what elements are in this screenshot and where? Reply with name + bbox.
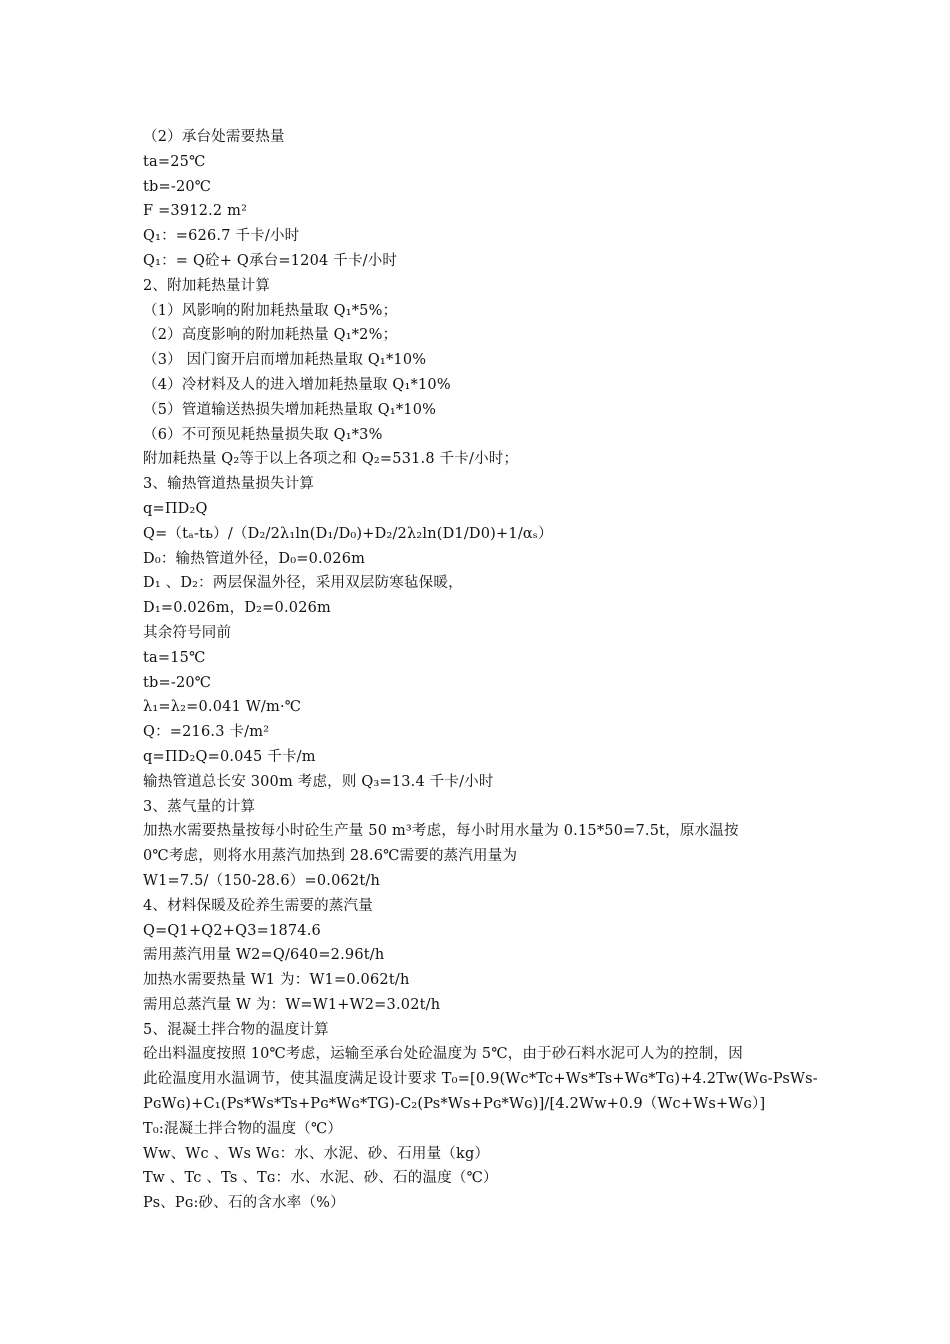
section-heading: 4、材料保暖及砼养生需要的蒸汽量 (143, 897, 373, 914)
text-line: Ww、Wc 、Ws Wɢ：水、水泥、砂、石用量（kg） (143, 1145, 490, 1162)
text-line: D₁=0.026m，D₂=0.026m (143, 600, 331, 617)
text-line: （5）管道输送热损失增加耗热量取 Q₁*10% (143, 401, 437, 418)
section-heading: 3、输热管道热量损失计算 (143, 476, 315, 493)
formula-line: q=ΠD₂Q (143, 500, 208, 517)
text-line: ta=25℃ (143, 153, 206, 170)
formula-line: q=ΠD₂Q=0.045 千卡/m (143, 748, 316, 765)
text-line: （2）高度影响的附加耗热量 Q₁*2%； (143, 327, 398, 344)
text-line: （1）风影响的附加耗热量取 Q₁*5%； (143, 302, 398, 319)
text-line: T₀:混凝土拌合物的温度（℃） (143, 1120, 343, 1137)
text-line: F =3912.2 m² (143, 203, 248, 220)
text-line: Q：=216.3 卡/m² (143, 724, 270, 741)
formula-line: Q=Q1+Q2+Q3=1874.6 (143, 922, 321, 939)
text-line: λ₁=λ₂=0.041 W/m·℃ (143, 699, 302, 716)
formula-line: PɢWɢ)+C₁(Ps*Ws*Ts+Pɢ*Wɢ*TG)-C₂(Ps*Ws+Pɢ*Wɢ)]/[4.2Ww+0.9（Wc+Ws+Wɢ）] (143, 1096, 766, 1113)
text-line: （3） 因门窗开启而增加耗热量取 Q₁*10% (143, 352, 427, 369)
formula-line: W1=7.5/（150-28.6）=0.062t/h (143, 872, 380, 889)
formula-line: Q=（tₐ-tь）/（D₂/2λ₁ln(D₁/D₀)+D₂/2λ₂ln(D1/D0)+1/αₛ） (143, 525, 553, 542)
text-line: 加热水需要热量按每小时砼生产量 50 m³考虑，每小时用水量为 0.15*50=7.5t，原水温按 (143, 823, 739, 840)
text-line: 需用总蒸汽量 W 为：W=W1+W2=3.02t/h (143, 996, 441, 1013)
section-heading: 3、蒸气量的计算 (143, 798, 256, 815)
text-line: 0℃考虑，则将水用蒸汽加热到 28.6℃需要的蒸汽用量为 (143, 848, 518, 865)
text-line: D₁ 、D₂：两层保温外径，采用双层防寒毡保暖， (143, 575, 463, 592)
text-line: tb=-20℃ (143, 178, 212, 195)
text-line: Q₁：=626.7 千卡/小时 (143, 228, 300, 245)
text-line: 其余符号同前 (143, 624, 232, 641)
text-line: 附加耗热量 Q₂等于以上各项之和 Q₂=531.8 千卡/小时； (143, 451, 519, 468)
document-body (143, 125, 823, 1216)
text-line: 加热水需要热量 W1 为：W1=0.062t/h (143, 972, 410, 989)
text-line: （6）不可预见耗热量损失取 Q₁*3% (143, 426, 383, 443)
text-line: Tw 、Tc 、Ts 、Tɢ：水、水泥、砂、石的温度（℃） (143, 1170, 498, 1187)
section-heading: 5、混凝土拌合物的温度计算 (143, 1021, 329, 1038)
text-line: （2）承台处需要热量 (143, 129, 285, 145)
text-line: tb=-20℃ (143, 674, 212, 691)
text-line: 此砼温度用水温调节，使其温度满足设计要求 T₀=[0.9(Wc*Tc+Ws*Ts+Wɢ*Tɢ)+4.2Tw(Wɢ-PsWs- (143, 1071, 818, 1088)
text-line: ta=15℃ (143, 649, 206, 666)
text-line: Q₁：= Q砼+ Q承台=1204 千卡/小时 (143, 252, 398, 269)
text-line: D₀：输热管道外径，D₀=0.026m (143, 550, 366, 567)
text-line: （4）冷材料及人的进入增加耗热量取 Q₁*10% (143, 376, 451, 393)
text-line: 砼出料温度按照 10℃考虑，运输至承台处砼温度为 5℃，由于砂石料水泥可人为的控制，因 (143, 1046, 743, 1063)
text-line: 需用蒸汽用量 W2=Q/640=2.96t/h (143, 947, 385, 964)
text-line: 输热管道总长安 300m 考虑，则 Q₃=13.4 千卡/小时 (143, 773, 494, 790)
text-line: Ps、Pɢ:砂、石的含水率（%） (143, 1195, 345, 1212)
section-heading: 2、附加耗热量计算 (143, 277, 271, 294)
